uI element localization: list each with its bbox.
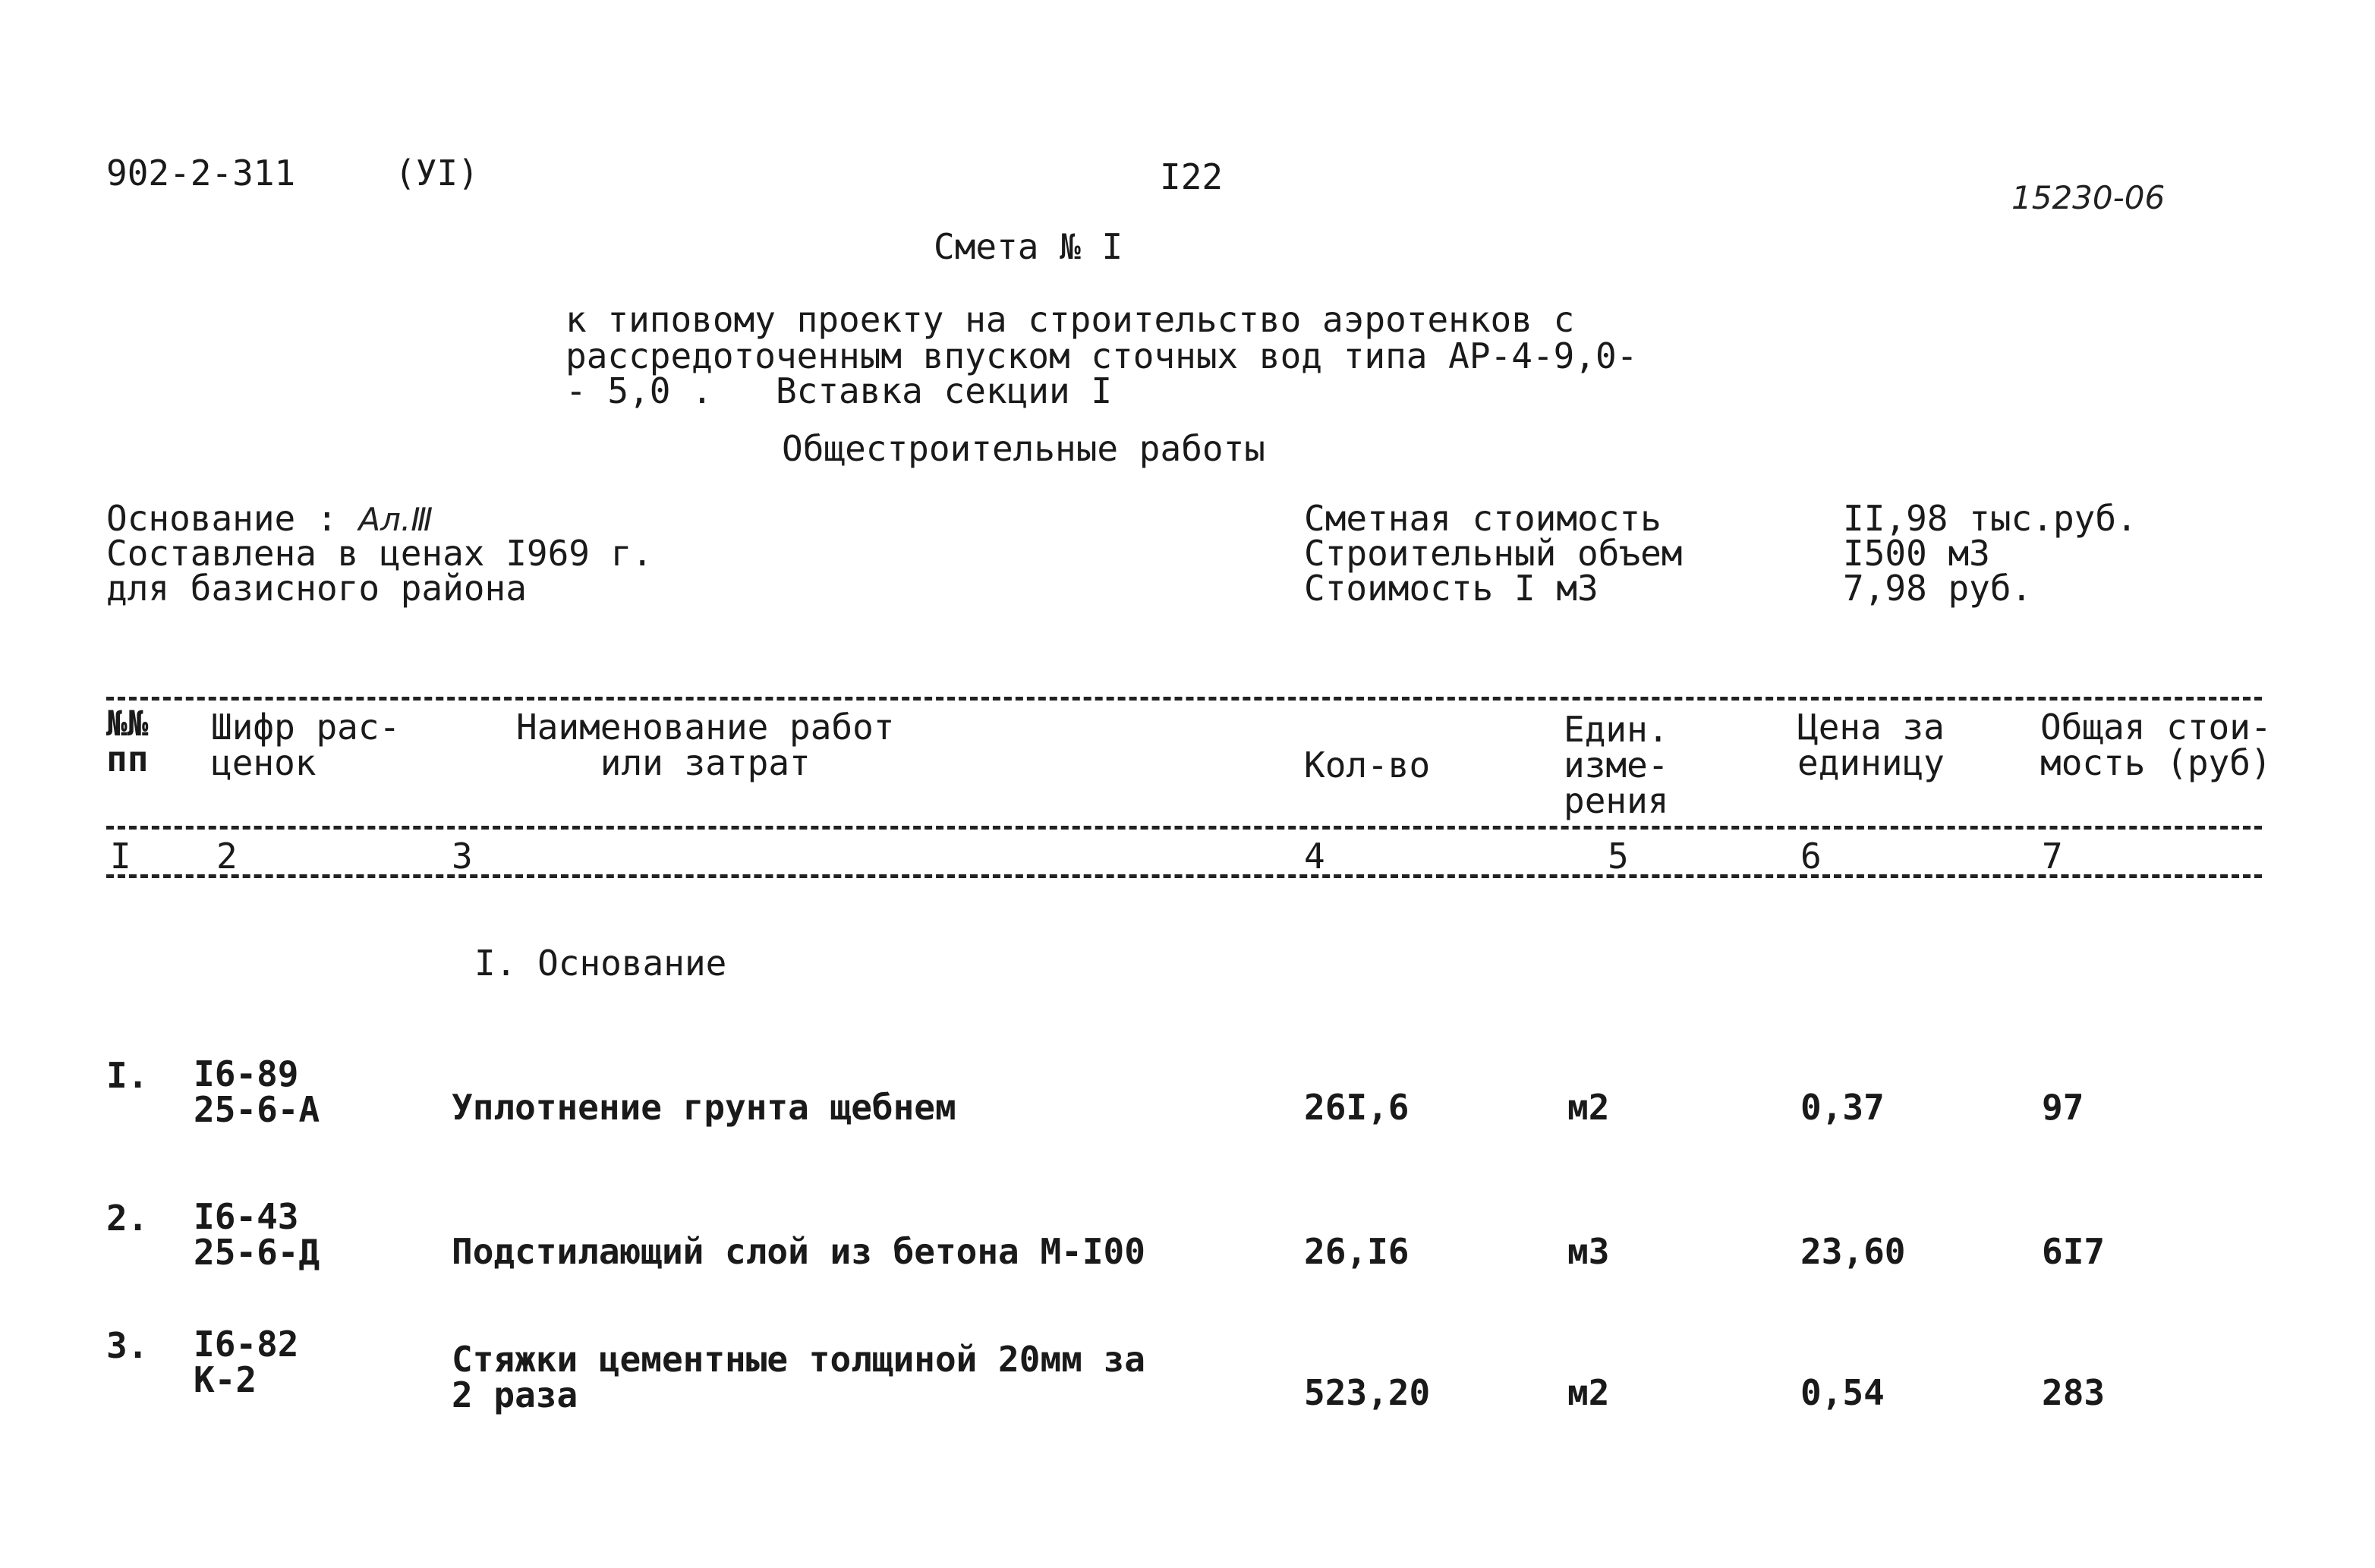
handwritten-stamp: 15230-06 <box>2011 179 2166 216</box>
basis-label: Основание : <box>106 498 359 539</box>
row-2-work-name: Подстилающий слой из бетона М-I00 <box>452 1231 1145 1272</box>
row-2-number: 2. <box>106 1198 149 1239</box>
page-number: I22 <box>1160 156 1224 197</box>
album-number: (УI) <box>395 153 479 194</box>
header-unit: Един. изме- рения <box>1564 709 1669 821</box>
document-code: 902-2-311 <box>106 153 296 194</box>
table-header-rule <box>106 826 2262 830</box>
row-3-unit-price: 0,54 <box>1800 1372 1885 1413</box>
region-line: для базисного района <box>106 568 527 609</box>
header-row-number: №№ пп <box>106 703 149 779</box>
row-3-unit: м2 <box>1567 1372 1610 1413</box>
estimated-cost-value: II,98 тыс.руб. <box>1843 498 2137 539</box>
row-1-rate-code: I6-89 25-6-А <box>194 1053 320 1130</box>
column-number-3: 3 <box>452 836 473 877</box>
row-2-rate-code: I6-43 25-6-Д <box>194 1196 320 1273</box>
row-1-unit-price: 0,37 <box>1800 1087 1885 1128</box>
row-2-quantity: 26,I6 <box>1304 1231 1410 1272</box>
subtitle-line-2: рассредоточенным впуском сточных вод типа АР-4-9,0- <box>565 335 1638 376</box>
basis-line <box>106 498 433 539</box>
estimate-heading: Смета № I <box>934 226 1123 267</box>
subtitle-line-1: к типовому проекту на строительство аэротенков с <box>565 299 1575 340</box>
header-work-name: Наименование работ или затрат <box>516 707 895 783</box>
section-title: Общестроительные работы <box>782 428 1265 469</box>
row-2-unit: м3 <box>1567 1231 1610 1272</box>
header-total-cost: Общая стои- мость (руб) <box>2040 707 2272 783</box>
column-number-2: 2 <box>216 836 238 877</box>
construction-volume-value: I500 м3 <box>1843 533 1990 574</box>
row-1-work-name: Уплотнение грунта щебнем <box>452 1087 956 1128</box>
row-3-work-name: Стяжки цементные толщиной 20мм за 2 раза <box>452 1339 1145 1415</box>
construction-volume-label: Строительный объем <box>1304 533 1683 574</box>
row-1-total-cost: 97 <box>2042 1087 2084 1128</box>
unit-cost-value: 7,98 руб. <box>1843 568 2033 609</box>
row-3-quantity: 523,20 <box>1304 1372 1431 1413</box>
header-quantity: Кол-во <box>1304 745 1431 786</box>
unit-cost-label: Стоимость I м3 <box>1304 568 1599 609</box>
row-3-total-cost: 283 <box>2042 1372 2106 1413</box>
row-2-unit-price: 23,60 <box>1800 1231 1906 1272</box>
row-1-number: I. <box>106 1055 149 1096</box>
column-number-6: 6 <box>1800 836 1822 877</box>
column-number-4: 4 <box>1304 836 1325 877</box>
basis-value: Ал.Ⅲ <box>358 501 433 538</box>
row-1-unit: м2 <box>1567 1087 1610 1128</box>
row-2-total-cost: 6I7 <box>2042 1231 2106 1272</box>
column-number-1: I <box>110 836 131 877</box>
header-unit-price: Цена за единицу <box>1797 707 1945 783</box>
table-section-title: I. Основание <box>474 943 727 984</box>
subtitle-line-3: - 5,0 . Вставка секции I <box>565 370 1113 411</box>
row-3-number: 3. <box>106 1325 149 1366</box>
column-number-rule <box>106 874 2262 878</box>
table-top-rule <box>106 697 2262 701</box>
header-rate-code: Шифр рас- ценок <box>211 707 401 783</box>
row-3-rate-code: I6-82 К-2 <box>194 1324 299 1400</box>
column-number-5: 5 <box>1608 836 1629 877</box>
row-1-quantity: 26I,6 <box>1304 1087 1410 1128</box>
estimated-cost-label: Сметная стоимость <box>1304 498 1662 539</box>
column-number-7: 7 <box>2042 836 2063 877</box>
prices-year-line: Составлена в ценах I969 г. <box>106 533 654 574</box>
